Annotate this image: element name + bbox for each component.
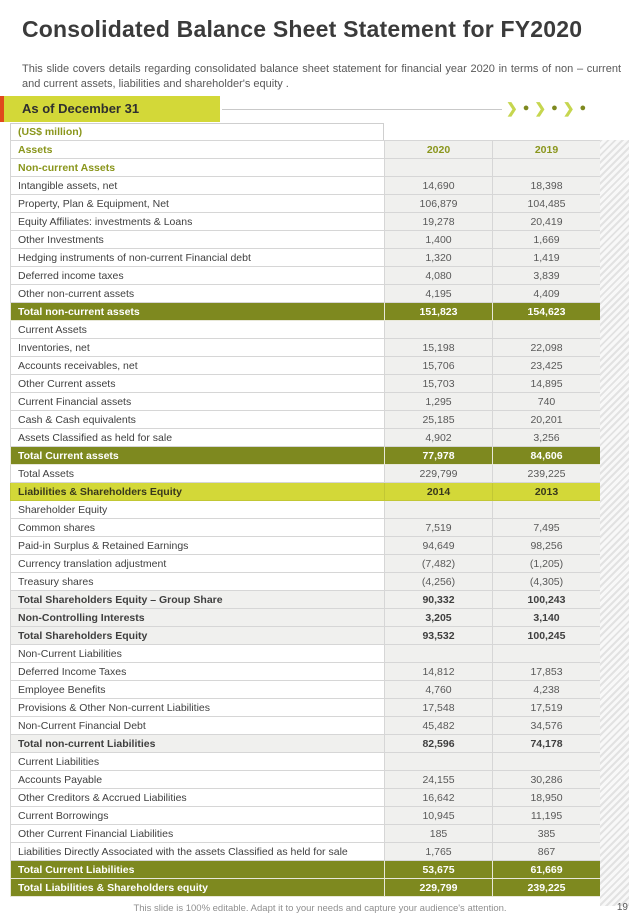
row-value-2020: 1,765	[385, 843, 493, 861]
footer-note: This slide is 100% editable. Adapt it to your needs and capture your audience's attention.	[133, 903, 507, 914]
row-label: Property, Plan & Equipment, Net	[11, 195, 385, 213]
hatch-decoration	[600, 140, 629, 906]
row-label: Hedging instruments of non-current Financial debt	[11, 249, 385, 267]
row-value-2019: 2013	[493, 483, 601, 501]
row-label: Assets	[11, 141, 385, 159]
row-label: Other Creditors & Accrued Liabilities	[11, 789, 385, 807]
table-row	[11, 627, 601, 645]
row-value-2020	[385, 501, 493, 519]
row-value-2019: 867	[493, 843, 601, 861]
row-value-2019: 18,950	[493, 789, 601, 807]
table-row	[11, 555, 601, 573]
row-label: Employee Benefits	[11, 681, 385, 699]
table-row	[11, 465, 601, 483]
table-row	[11, 141, 601, 159]
row-value-2019: 740	[493, 393, 601, 411]
row-value-2020: 90,332	[385, 591, 493, 609]
row-value-2020: 25,185	[385, 411, 493, 429]
table-row	[11, 699, 601, 717]
table-row	[11, 771, 601, 789]
row-value-2019: 61,669	[493, 861, 601, 879]
row-value-2020: 1,320	[385, 249, 493, 267]
row-value-2019: 22,098	[493, 339, 601, 357]
row-value-2020: 106,879	[385, 195, 493, 213]
page-title: Consolidated Balance Sheet Statement for FY2020	[22, 16, 583, 42]
row-value-2020: 1,295	[385, 393, 493, 411]
row-label: Current Liabilities	[11, 753, 385, 771]
table-row	[11, 177, 601, 195]
row-label: Liabilities Directly Associated with the assets Classified as held for sale	[11, 843, 385, 861]
row-value-2019: 104,485	[493, 195, 601, 213]
row-value-2019: 14,895	[493, 375, 601, 393]
table-row	[11, 861, 601, 879]
dot-icon: ●	[551, 101, 558, 114]
dot-icon: ●	[522, 101, 530, 114]
row-value-2019: 30,286	[493, 771, 601, 789]
row-label: Other Current Financial Liabilities	[11, 825, 385, 843]
row-value-2019: 4,409	[493, 285, 601, 303]
row-label: Common shares	[11, 519, 385, 537]
table-row	[11, 519, 601, 537]
row-value-2019: 2019	[493, 141, 601, 159]
row-value-2020: 19,278	[385, 213, 493, 231]
row-value-2019: 385	[493, 825, 601, 843]
row-value-2019	[493, 501, 601, 519]
row-value-2020: 45,482	[385, 717, 493, 735]
row-value-2020: 14,812	[385, 663, 493, 681]
row-value-2019: 34,576	[493, 717, 601, 735]
row-value-2019: 74,178	[493, 735, 601, 753]
row-label: Cash & Cash equivalents	[11, 411, 385, 429]
row-value-2020	[385, 321, 493, 339]
row-label: Deferred Income Taxes	[11, 663, 385, 681]
row-label: Treasury shares	[11, 573, 385, 591]
table-row	[11, 339, 601, 357]
table-row	[11, 159, 601, 177]
section-banner: As of December 31	[4, 96, 220, 122]
row-value-2020: 4,760	[385, 681, 493, 699]
row-label: Current Financial assets	[11, 393, 385, 411]
table-row	[11, 717, 601, 735]
row-value-2019: 4,238	[493, 681, 601, 699]
table-row	[11, 609, 601, 627]
row-label: Other Current assets	[11, 375, 385, 393]
table-row	[11, 483, 601, 501]
slide-subtitle: This slide covers details regarding consolidated balance sheet statement for financial year 2020 in terms of non – current and current assets, liabilities and shareholder's equity .	[22, 63, 621, 90]
row-value-2019	[493, 159, 601, 177]
row-label: Other non-current assets	[11, 285, 385, 303]
row-label: Liabilities & Shareholders Equity	[11, 483, 385, 501]
row-value-2020: 14,690	[385, 177, 493, 195]
table-row	[11, 645, 601, 663]
row-label: Assets Classified as held for sale	[11, 429, 385, 447]
row-value-2020: 4,080	[385, 267, 493, 285]
table-row	[11, 267, 601, 285]
table-row	[11, 447, 601, 465]
row-value-2020: 3,205	[385, 609, 493, 627]
row-value-2020: 77,978	[385, 447, 493, 465]
table-row	[11, 681, 601, 699]
table-row	[11, 411, 601, 429]
row-value-2019: 18,398	[493, 177, 601, 195]
banner-divider-line	[222, 109, 502, 110]
table-row	[11, 213, 601, 231]
progress-markers	[506, 97, 626, 119]
table-row	[11, 285, 601, 303]
row-label: Current Borrowings	[11, 807, 385, 825]
row-value-2020: (4,256)	[385, 573, 493, 591]
row-value-2019: 100,245	[493, 627, 601, 645]
row-label: Currency translation adjustment	[11, 555, 385, 573]
row-value-2019: 3,140	[493, 609, 601, 627]
table-row	[11, 753, 601, 771]
row-value-2020: 1,400	[385, 231, 493, 249]
row-value-2019: 17,853	[493, 663, 601, 681]
table-row	[11, 195, 601, 213]
row-value-2019: 3,256	[493, 429, 601, 447]
row-value-2019	[493, 645, 601, 663]
table-row	[11, 231, 601, 249]
row-value-2020: 151,823	[385, 303, 493, 321]
chevron-icon: ❯	[534, 100, 547, 116]
table-row	[11, 249, 601, 267]
table-row	[11, 573, 601, 591]
row-label: Shareholder Equity	[11, 501, 385, 519]
row-value-2020: 17,548	[385, 699, 493, 717]
row-label: Intangible assets, net	[11, 177, 385, 195]
table-row	[11, 663, 601, 681]
row-label: Total Assets	[11, 465, 385, 483]
row-value-2020: 15,706	[385, 357, 493, 375]
row-value-2019: 1,669	[493, 231, 601, 249]
row-label: Accounts receivables, net	[11, 357, 385, 375]
row-label: Total non-current assets	[11, 303, 385, 321]
table-row	[11, 825, 601, 843]
row-value-2020: 4,902	[385, 429, 493, 447]
row-value-2019	[493, 321, 601, 339]
row-value-2020: 229,799	[385, 879, 493, 897]
row-value-2019: (4,305)	[493, 573, 601, 591]
row-value-2019: 17,519	[493, 699, 601, 717]
table-row	[11, 429, 601, 447]
row-value-2020: 10,945	[385, 807, 493, 825]
table-row	[11, 321, 601, 339]
table-row	[11, 789, 601, 807]
row-value-2020: 53,675	[385, 861, 493, 879]
row-label: Current Assets	[11, 321, 385, 339]
row-value-2019	[493, 753, 601, 771]
row-label: Equity Affiliates: investments & Loans	[11, 213, 385, 231]
row-label: Total non-current Liabilities	[11, 735, 385, 753]
row-value-2020: 2020	[385, 141, 493, 159]
row-value-2020: (7,482)	[385, 555, 493, 573]
row-value-2019: 7,495	[493, 519, 601, 537]
table-row	[11, 879, 601, 897]
table-row	[11, 591, 601, 609]
table-row	[11, 501, 601, 519]
row-label: Total Liabilities & Shareholders equity	[11, 879, 385, 897]
row-label: Paid-in Surplus & Retained Earnings	[11, 537, 385, 555]
table-row	[11, 807, 601, 825]
table-row	[11, 393, 601, 411]
row-label: Accounts Payable	[11, 771, 385, 789]
row-value-2019: 84,606	[493, 447, 601, 465]
chevron-icon: ❯	[506, 100, 518, 116]
row-value-2020	[385, 159, 493, 177]
chevron-icon: ❯	[562, 100, 575, 116]
row-label: Non-Current Liabilities	[11, 645, 385, 663]
unit-label: (US$ million)	[10, 123, 384, 141]
row-value-2020	[385, 645, 493, 663]
table-row	[11, 843, 601, 861]
row-label: Total Current Liabilities	[11, 861, 385, 879]
row-value-2019: 154,623	[493, 303, 601, 321]
row-label: Provisions & Other Non-current Liabilities	[11, 699, 385, 717]
row-value-2020	[385, 753, 493, 771]
balance-sheet-body	[11, 141, 601, 897]
dot-icon: ●	[579, 101, 587, 114]
row-value-2019: 3,839	[493, 267, 601, 285]
row-value-2020: 24,155	[385, 771, 493, 789]
row-value-2020: 93,532	[385, 627, 493, 645]
row-value-2020: 94,649	[385, 537, 493, 555]
row-value-2019: (1,205)	[493, 555, 601, 573]
row-value-2020: 15,703	[385, 375, 493, 393]
row-label: Total Shareholders Equity – Group Share	[11, 591, 385, 609]
row-value-2019: 100,243	[493, 591, 601, 609]
table-row	[11, 303, 601, 321]
balance-sheet-table	[10, 140, 601, 897]
row-label: Total Shareholders Equity	[11, 627, 385, 645]
row-value-2020: 15,198	[385, 339, 493, 357]
table-row	[11, 375, 601, 393]
row-label: Other Investments	[11, 231, 385, 249]
table-row	[11, 537, 601, 555]
table-row	[11, 735, 601, 753]
row-label: Deferred income taxes	[11, 267, 385, 285]
table-row	[11, 357, 601, 375]
row-value-2020: 2014	[385, 483, 493, 501]
row-value-2020: 82,596	[385, 735, 493, 753]
row-value-2020: 4,195	[385, 285, 493, 303]
row-label: Non-Current Financial Debt	[11, 717, 385, 735]
page-number: 19	[616, 902, 628, 913]
row-value-2019: 11,195	[493, 807, 601, 825]
row-label: Non-current Assets	[11, 159, 385, 177]
row-value-2019: 239,225	[493, 465, 601, 483]
row-value-2019: 20,201	[493, 411, 601, 429]
row-label: Inventories, net	[11, 339, 385, 357]
row-value-2019: 20,419	[493, 213, 601, 231]
row-label: Non-Controlling Interests	[11, 609, 385, 627]
row-value-2019: 98,256	[493, 537, 601, 555]
row-value-2020: 16,642	[385, 789, 493, 807]
row-value-2019: 23,425	[493, 357, 601, 375]
row-value-2019: 1,419	[493, 249, 601, 267]
row-value-2019: 239,225	[493, 879, 601, 897]
row-value-2020: 185	[385, 825, 493, 843]
row-value-2020: 229,799	[385, 465, 493, 483]
row-label: Total Current assets	[11, 447, 385, 465]
row-value-2020: 7,519	[385, 519, 493, 537]
